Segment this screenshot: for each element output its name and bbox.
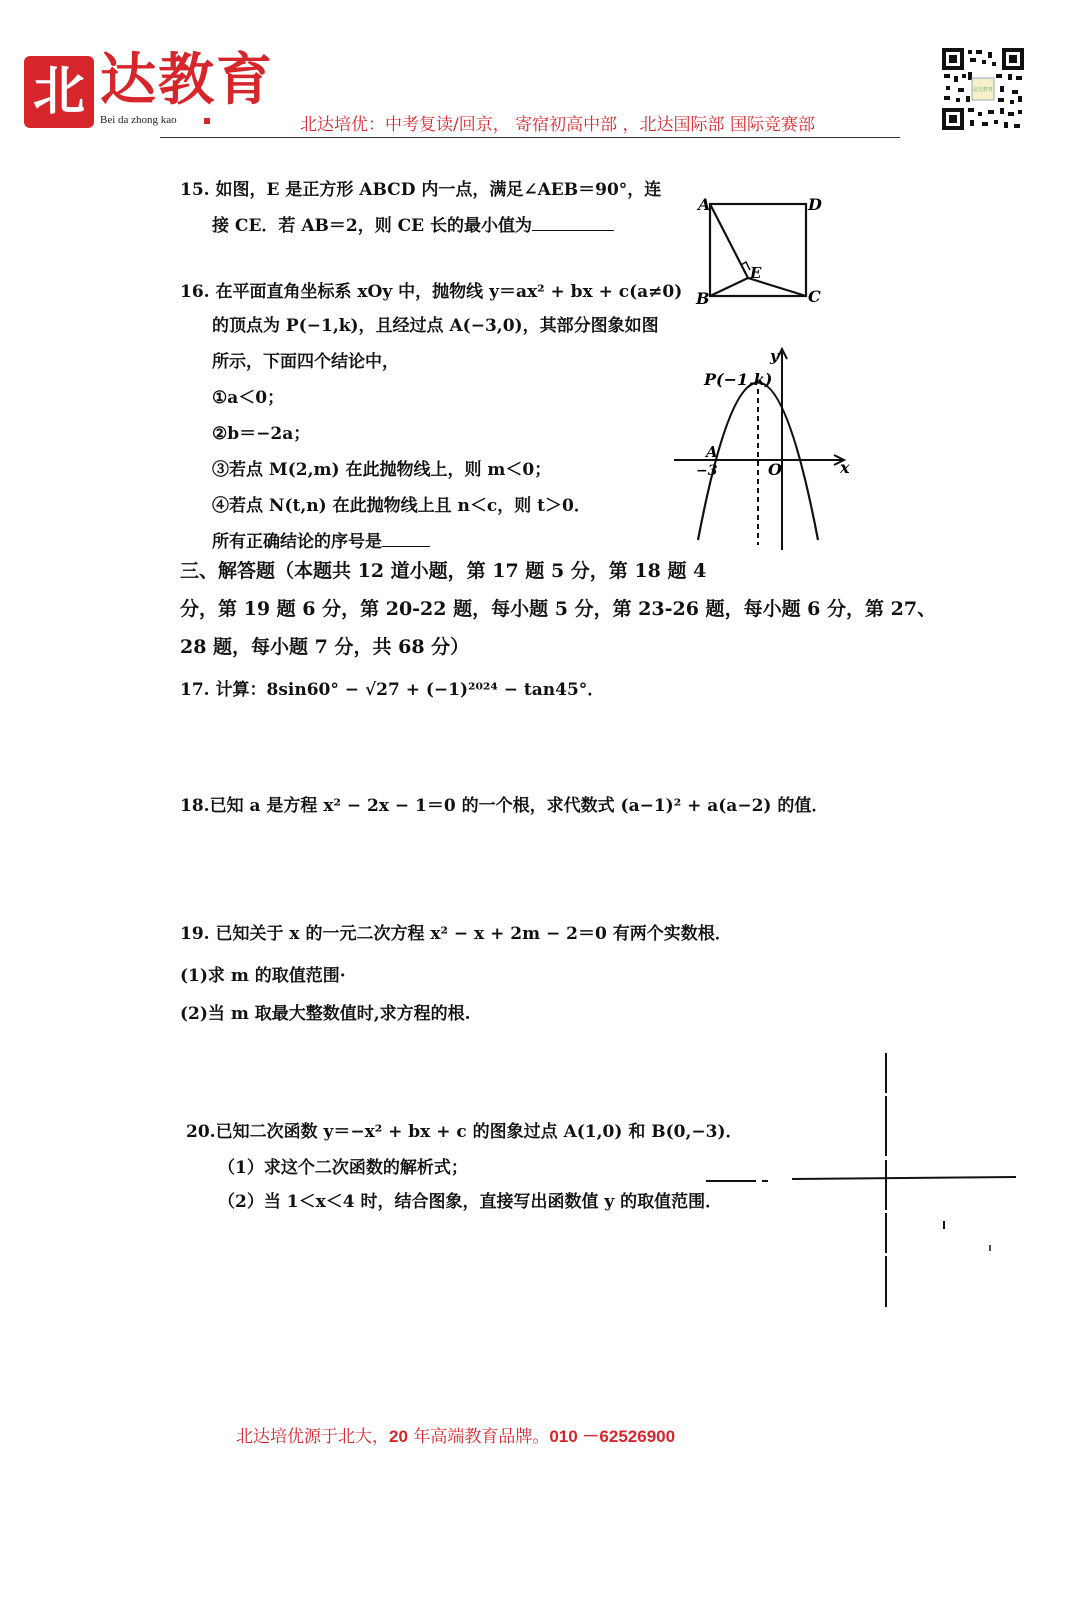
label-a: A [706, 443, 718, 461]
q20-x-axis-right [792, 1177, 1016, 1179]
qr-code [940, 46, 1026, 132]
q19-part1: (1)求 m 的取值范围· [180, 966, 346, 986]
label-a: A [698, 195, 711, 214]
q19-part2: (2)当 m 取最大整数值时,求方程的根. [180, 1004, 471, 1024]
section3-line1: 三、解答题（本题共 12 道小题，第 17 题 5 分，第 18 题 4 [180, 560, 707, 582]
q16-option-3: ③若点 M(2,m) 在此抛物线上，则 m＜0； [212, 460, 552, 480]
square-figure [690, 188, 830, 310]
header-divider [160, 137, 900, 138]
label-x: x [840, 458, 850, 477]
q16-line2: 的顶点为 P(−1,k)，且经过点 A(−3,0)，其部分图象如图 [212, 316, 659, 336]
q19-line1: 19. 已知关于 x 的一元二次方程 x² − x + 2m − 2＝0 有两个实数根． [180, 924, 732, 944]
q20-part1: （1）求这个二次函数的解析式； [218, 1158, 468, 1178]
q20-line1: 20.已知二次函数 y＝−x² + bx + c 的图象过点 A(1,0) 和 B(0,−3)． [186, 1122, 743, 1142]
parabola-figure [670, 345, 860, 555]
logo-char: 北 [32, 61, 85, 122]
q15-answer-blank [532, 216, 614, 231]
section3-line2: 分，第 19 题 6 分，第 20-22 题，每小题 5 分，第 23-26 题，每小题 6 分，第 27、 [180, 598, 937, 620]
q16-option-1: ①a＜0； [212, 388, 285, 408]
section3-line3: 28 题，每小题 7 分，共 68 分） [180, 636, 470, 658]
q20-axes [700, 1045, 1030, 1315]
qr-center-text: 北达教育 [972, 87, 994, 93]
q16-ask-text: 所有正确结论的序号是 [212, 532, 382, 552]
label-y: y [770, 347, 779, 365]
footer-text-b: 20 [389, 1427, 408, 1446]
logo-title: 达教育 [100, 47, 274, 113]
label-neg3: −3 [696, 463, 718, 479]
logo-mark [24, 56, 94, 128]
q16-line1: 16. 在平面直角坐标系 xOy 中，抛物线 y＝ax² + bx + c(a≠0) [180, 282, 683, 302]
header-slogan: 北达培优：中考复读/回京， 寄宿初高中部 ，北达国际部 国际竞赛部 [300, 115, 815, 135]
q16-option-4: ④若点 N(t,n) 在此抛物线上且 n＜c，则 t＞0． [212, 496, 591, 516]
label-b: B [696, 289, 710, 308]
q16-ask [212, 532, 430, 552]
q20-part2: （2）当 1＜x＜4 时，结合图象，直接写出函数值 y 的取值范围． [218, 1192, 723, 1212]
logo-subtitle: Bei da zhong kao [100, 114, 177, 126]
q18: 18.已知 a 是方程 x² − 2x − 1＝0 的一个根，求代数式 (a−1)² + a(a−2) 的值． [180, 796, 829, 816]
logo-dot [204, 118, 210, 124]
q15-line2 [212, 216, 614, 236]
segment-be [710, 278, 748, 296]
footer-phone: 010 －62526900 [549, 1427, 676, 1446]
q15-line1: 15. 如图，E 是正方形 ABCD 内一点，满足∠AEB＝90°，连 [180, 180, 662, 200]
q15-line2-text: 接 CE．若 AB＝2，则 CE 长的最小值为 [212, 216, 533, 236]
label-origin: O [768, 460, 782, 479]
footer [236, 1422, 675, 1447]
q16-answer-blank [382, 532, 430, 547]
segment-ae [710, 204, 748, 278]
label-d: D [808, 195, 822, 214]
q16-line3: 所示，下面四个结论中， [212, 352, 399, 372]
footer-text-a: 北达培优源于北大， [236, 1427, 389, 1447]
q17: 17. 计算：8sin60° − √27 + (−1)²⁰²⁴ − tan45°． [180, 680, 605, 700]
q16-option-2: ②b＝−2a； [212, 424, 311, 444]
label-c: C [808, 287, 821, 306]
footer-text-c: 年高端教育品牌。 [407, 1427, 550, 1447]
label-p: P(−1,k) [704, 370, 773, 389]
label-e: E [750, 264, 762, 282]
